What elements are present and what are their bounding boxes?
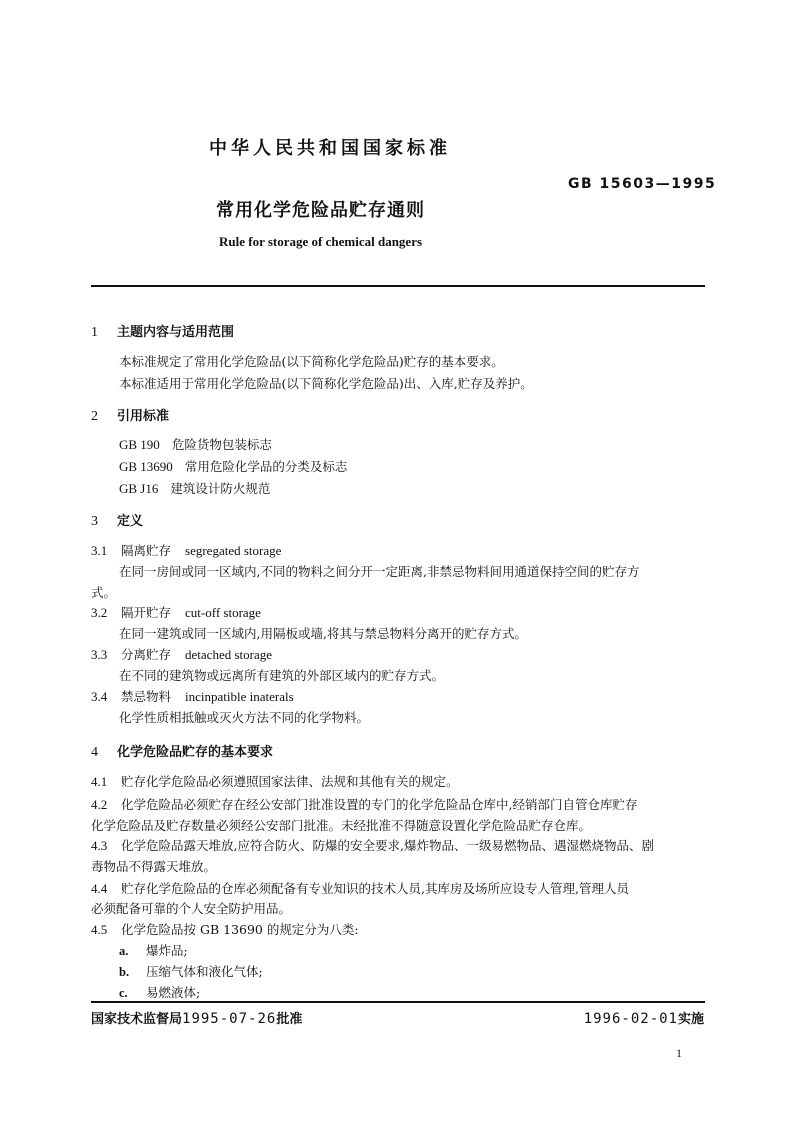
footer-rule bbox=[91, 1001, 705, 1003]
effective-suffix: 实施 bbox=[677, 1012, 704, 1027]
list-item-label: b. bbox=[119, 965, 130, 979]
list-item bbox=[119, 983, 200, 1001]
definition-term: 隔开贮存 bbox=[121, 605, 172, 620]
definition-3-3-heading bbox=[91, 645, 272, 663]
definition-term: 分离贮存 bbox=[121, 647, 172, 662]
section-number: 4 bbox=[91, 745, 98, 760]
section-3-heading bbox=[91, 510, 143, 530]
clause-4-1 bbox=[91, 772, 459, 790]
effective-line bbox=[584, 1008, 704, 1027]
section-4-heading bbox=[91, 741, 273, 761]
issue-line bbox=[91, 1008, 302, 1027]
document-title-english: Rule for storage of chemical dangers bbox=[219, 234, 423, 249]
section-title: 引用标准 bbox=[117, 409, 170, 424]
definition-3-1-heading bbox=[91, 541, 281, 559]
definition-term-english: cut-off storage bbox=[185, 605, 261, 620]
clause-number: 4.2 bbox=[91, 797, 108, 812]
header-rule bbox=[91, 285, 705, 287]
definition-term-english: detached storage bbox=[185, 647, 272, 662]
issue-date: 1995-07-26 bbox=[182, 1011, 277, 1027]
clause-text: 化学危险品按 GB 13690 的规定分为八类: bbox=[121, 922, 359, 937]
list-item-text: 压缩气体和液化气体; bbox=[146, 964, 263, 979]
clause-text: 化学危险品露天堆放,应符合防火、防爆的安全要求,爆炸物品、一级易燃物品、遇湿燃烧物品、剧 bbox=[121, 838, 654, 853]
reference-name: 建筑设计防火规范 bbox=[170, 481, 271, 496]
clause-4-4 bbox=[91, 879, 629, 897]
clause-number: 4.5 bbox=[91, 922, 108, 937]
list-item-label: c. bbox=[119, 986, 128, 1000]
definition-term: 禁忌物料 bbox=[121, 689, 172, 704]
clause-number: 3.3 bbox=[91, 647, 108, 662]
definition-term-english: incinpatible inaterals bbox=[185, 689, 294, 704]
issuer: 国家技术监督局 bbox=[91, 1012, 183, 1027]
definition-term-english: segregated storage bbox=[185, 543, 282, 558]
reference-item bbox=[119, 479, 270, 497]
list-item-text: 易燃液体; bbox=[146, 985, 201, 1000]
clause-text: 化学危险品必须贮存在经公安部门批准设置的专门的化学危险品仓库中,经销部门自管仓库贮存 bbox=[121, 797, 638, 812]
reference-code: GB 190 bbox=[119, 437, 160, 452]
reference-code: GB 13690 bbox=[119, 459, 173, 474]
definition-3-3-text: 在不同的建筑物或远离所有建筑的外部区域内的贮存方式。 bbox=[119, 668, 445, 683]
clause-4-3 bbox=[91, 836, 654, 854]
clause-4-3-cont: 毒物品不得露天堆放。 bbox=[91, 859, 217, 874]
clause-4-4-cont: 必须配备可靠的个人安全防护用品。 bbox=[91, 901, 292, 916]
section-number: 2 bbox=[91, 409, 98, 424]
section-1-heading bbox=[91, 321, 234, 341]
section-1-para-2: 本标准适用于常用化学危险品(以下简称化学危险品)出、入库,贮存及养护。 bbox=[119, 376, 533, 391]
clause-number: 4.4 bbox=[91, 881, 108, 896]
clause-number: 4.3 bbox=[91, 838, 108, 853]
section-number: 1 bbox=[91, 325, 98, 340]
standard-number: GB 15603—1995 bbox=[568, 176, 717, 192]
section-2-heading bbox=[91, 405, 169, 425]
section-number: 3 bbox=[91, 514, 98, 529]
clause-4-5 bbox=[91, 920, 359, 938]
definition-3-1-text: 在同一房间或同一区域内,不同的物料之间分开一定距离,非禁忌物料间用通道保持空间的贮存方 bbox=[119, 564, 640, 579]
section-title: 定义 bbox=[117, 514, 144, 529]
clause-4-2-cont: 化学危险品及贮存数量必须经公安部门批准。未经批准不得随意设置化学危险品贮存仓库。 bbox=[91, 818, 592, 833]
reference-name: 危险货物包装标志 bbox=[171, 437, 272, 452]
clause-number: 3.4 bbox=[91, 689, 108, 704]
definition-3-4-heading bbox=[91, 687, 294, 705]
clause-number: 3.2 bbox=[91, 605, 108, 620]
reference-item bbox=[119, 457, 347, 475]
list-item-text: 爆炸品; bbox=[146, 943, 188, 958]
reference-name: 常用危险化学品的分类及标志 bbox=[184, 459, 348, 474]
definition-3-1-text-cont: 式。 bbox=[91, 585, 117, 600]
effective-date: 1996-02-01 bbox=[583, 1011, 678, 1027]
issue-suffix: 批准 bbox=[276, 1012, 303, 1027]
list-item-label: a. bbox=[119, 944, 129, 958]
clause-text: 贮存化学危险品必须遵照国家法律、法规和其他有关的规定。 bbox=[121, 774, 459, 789]
list-item bbox=[119, 962, 263, 980]
clause-number: 3.1 bbox=[91, 543, 108, 558]
section-title: 主题内容与适用范围 bbox=[117, 325, 235, 340]
clause-text: 贮存化学危险品的仓库必须配备有专业知识的技术人员,其库房及场所应设专人管理,管理人员 bbox=[121, 881, 629, 896]
definition-3-2-heading bbox=[91, 603, 261, 621]
page-number: 1 bbox=[676, 1046, 682, 1060]
clause-4-2 bbox=[91, 795, 637, 813]
standard-title: 中华人民共和国国家标准 bbox=[209, 138, 451, 159]
reference-code: GB J16 bbox=[119, 481, 159, 496]
section-title: 化学危险品贮存的基本要求 bbox=[117, 745, 274, 760]
definition-3-4-text: 化学性质相抵触或灭火方法不同的化学物料。 bbox=[119, 710, 370, 725]
reference-item bbox=[119, 435, 272, 453]
list-item bbox=[119, 941, 188, 959]
section-1-para-1: 本标准规定了常用化学危险品(以下简称化学危险品)贮存的基本要求。 bbox=[119, 354, 504, 369]
clause-number: 4.1 bbox=[91, 774, 108, 789]
definition-term: 隔离贮存 bbox=[121, 543, 172, 558]
definition-3-2-text: 在同一建筑或同一区域内,用隔板或墙,将其与禁忌物料分离开的贮存方式。 bbox=[119, 626, 527, 641]
document-title: 常用化学危险品贮存通则 bbox=[216, 200, 425, 221]
